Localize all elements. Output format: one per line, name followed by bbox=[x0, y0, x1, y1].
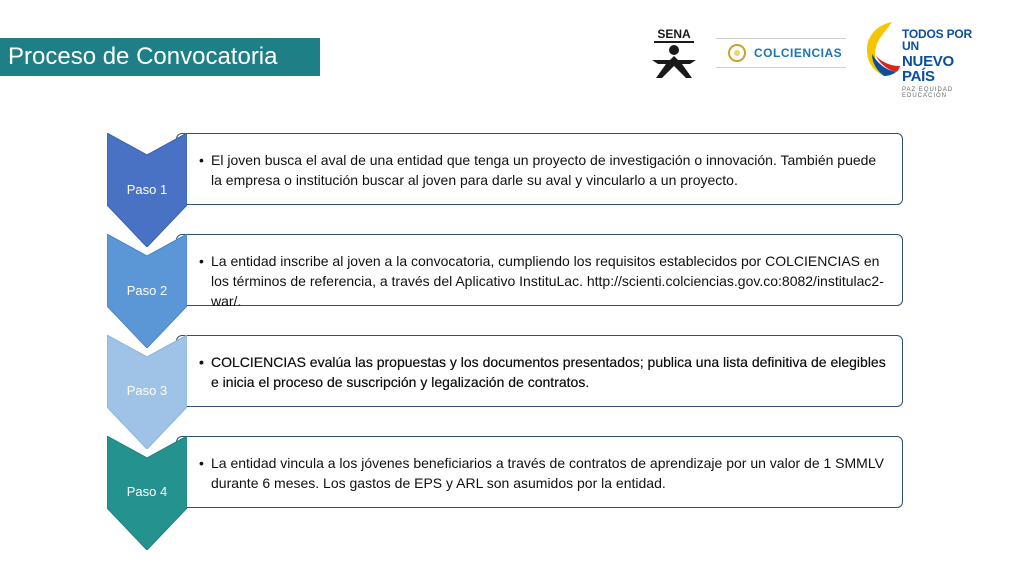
flag-swoosh-icon bbox=[862, 20, 902, 80]
colciencias-logo-text: COLCIENCIAS bbox=[754, 46, 843, 60]
step-2-text: • La entidad inscribe al joven a la convocatoria, cumpliendo los requisitos establecidos por COLCIENCIAS en los términos de referencia, a través del Aplicativo InstituLac. http://scienti.colciencias.gov.co:8082/institulac2-war/. bbox=[199, 251, 890, 311]
page-title: Proceso de Convocatoria bbox=[0, 38, 320, 76]
logo-line-1: TODOS POR UN bbox=[902, 27, 972, 53]
step-3-label: Paso 3 bbox=[126, 383, 168, 398]
logo-line-2: NUEVO PAÍS bbox=[902, 53, 954, 85]
todos-por-un-nuevo-pais-logo bbox=[862, 20, 987, 99]
step-1-text: • El joven busca el aval de una entidad que tenga un proyecto de investigación o innovación. También puede la empresa o institución buscar al joven para darle su aval y vincularlo a un proyecto. bbox=[199, 150, 890, 190]
step-2-label: Paso 2 bbox=[126, 283, 168, 298]
step-4-text: • La entidad vincula a los jóvenes beneficiarios a través de contratos de aprendizaje por un valor de 1 SMMLV durante 6 meses. Los gastos de EPS y ARL son asumidos por la entidad. bbox=[199, 453, 890, 493]
colombia-seal-icon bbox=[728, 44, 746, 62]
colciencias-logo bbox=[716, 38, 846, 68]
step-3-text: • COLCIENCIAS evalúa las propuestas y los documentos presentados; publica una lista definitiva de elegibles e inicia el proceso de suscripción y legalización de contratos. bbox=[199, 352, 890, 392]
step-3-box bbox=[176, 335, 903, 407]
step-1-box bbox=[176, 133, 903, 205]
step-4-label: Paso 4 bbox=[126, 484, 168, 499]
sena-logo-text: SENA bbox=[657, 27, 691, 41]
step-2-box bbox=[176, 234, 903, 309]
step-4-box bbox=[176, 436, 903, 508]
sena-logo bbox=[648, 26, 700, 80]
step-1-label: Paso 1 bbox=[126, 182, 168, 197]
logo-line-3: PAZ EQUIDAD EDUCACIÓN bbox=[902, 87, 954, 99]
